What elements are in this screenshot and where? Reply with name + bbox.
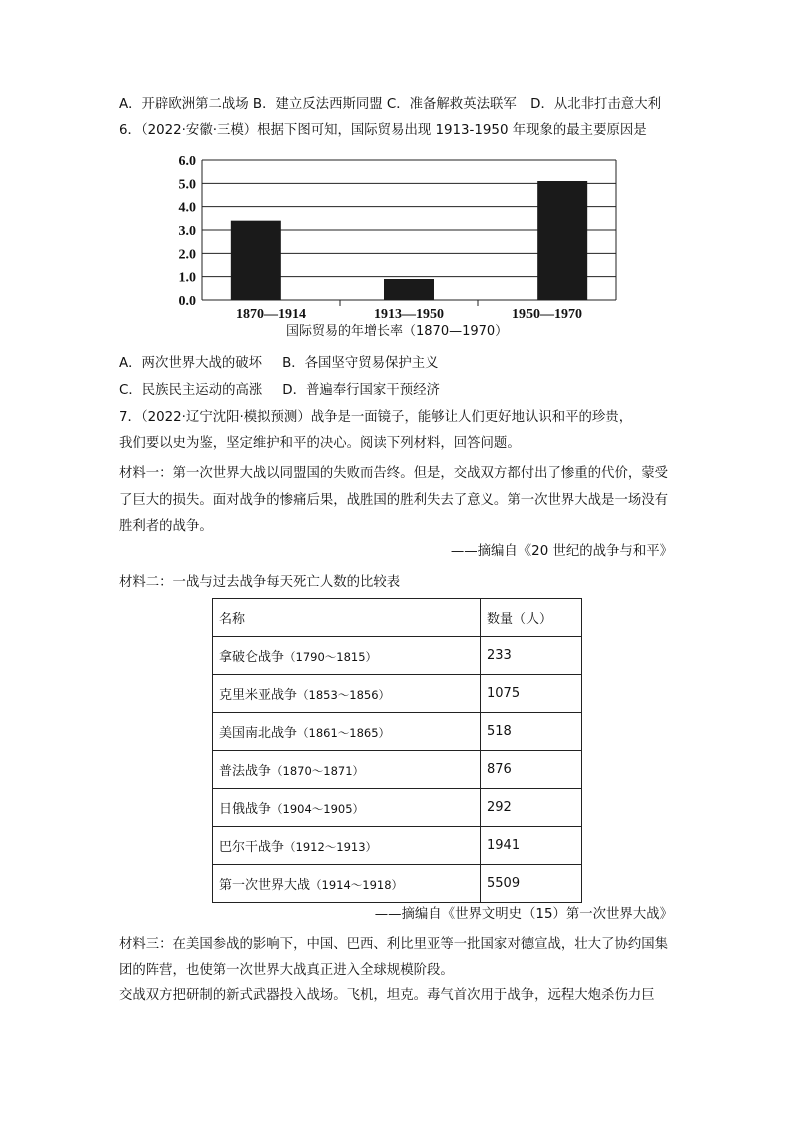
bar (384, 279, 434, 300)
war-count: 1075 (481, 675, 582, 713)
material-two-source: ——摘编自《世界文明史（15）第一次世界大战》 (374, 907, 673, 922)
y-tick-label: 6.0 (178, 154, 196, 169)
war-name: 美国南北战争 (219, 726, 298, 741)
material-two-title: 材料二：一战与过去战争每天死亡人数的比较表 (119, 575, 401, 590)
war-name: 日俄战争 (219, 802, 272, 817)
table-row (213, 675, 582, 713)
y-tick-label: 2.0 (178, 247, 196, 263)
war-count: 1941 (481, 827, 582, 865)
table-row (213, 637, 582, 675)
material-one-text: 材料一：第一次世界大战以同盟国的失败而告终。但是，交战双方都付出了惨重的代价，蒙受了巨大的损失。面对战争的惨痛后果，战胜国的胜利失去了意义。第一次世界大战是一场没有胜利者的战争。 (119, 466, 669, 534)
war-years: （1853～1856） (297, 688, 391, 702)
war-name: 普法战争 (219, 764, 272, 779)
war-years: （1870～1871） (271, 764, 365, 778)
q6-option-c: C．民族民主运动的高涨 (119, 383, 263, 398)
material-three-continued: 交战双方把研制的新式武器投入战场。飞机，坦克。毒气首次用于战争，远程大炮杀伤力巨 (119, 988, 655, 1003)
war-casualty-table (212, 598, 582, 903)
chart-title: 国际贸易的年增长率（1870—1970） (286, 324, 509, 339)
q7-stem-line2: 我们要以史为鉴，坚定维护和平的决心。阅读下列材料，回答问题。 (119, 436, 521, 451)
q6-options-row1 (119, 354, 439, 374)
x-tick-label: 1870—1914 (236, 307, 306, 320)
war-years: （1861～1865） (297, 726, 391, 740)
war-name: 巴尔干战争 (219, 840, 285, 855)
table-header-row (213, 599, 582, 637)
table-row (213, 827, 582, 865)
y-tick-label: 5.0 (178, 177, 196, 193)
q6-option-d: D．普遍奉行国家干预经济 (282, 383, 440, 398)
q5-options: A．开辟欧洲第二战场 B．建立反法西斯同盟 C．准备解救英法联军 D．从北非打击意大利 (119, 97, 661, 112)
war-name: 第一次世界大战 (219, 878, 311, 893)
war-name: 拿破仑战争 (219, 650, 285, 665)
y-tick-label: 1.0 (178, 270, 196, 286)
y-tick-label: 0.0 (178, 294, 196, 309)
y-tick-label: 3.0 (178, 224, 196, 239)
q6-stem: 6．（2022·安徽·三模）根据下图可知，国际贸易出现 1913-1950 年现象的最主要原因是 (119, 123, 647, 138)
q6-option-b: B．各国坚守贸易保护主义 (282, 356, 439, 371)
x-tick-label: 1913—1950 (374, 307, 444, 320)
q6-option-a: A．两次世界大战的破坏 (119, 356, 263, 371)
war-count: 292 (481, 789, 582, 827)
war-years: （1790～1815） (284, 650, 378, 664)
bar (231, 221, 281, 300)
war-name: 克里米亚战争 (219, 688, 298, 703)
q6-options-row2 (119, 381, 440, 401)
war-years: （1912～1913） (284, 840, 378, 854)
table-row (213, 789, 582, 827)
header-count: 数量（人） (481, 599, 582, 637)
material-three-text: 材料三：在美国参战的影响下，中国、巴西、利比里亚等一批国家对德宣战，壮大了协约国集团的阵营，也使第一次世界大战真正进入全球规模阶段。 (119, 937, 669, 978)
material-one-source: ——摘编自《20 世纪的战争与和平》 (450, 544, 673, 559)
war-count: 233 (481, 637, 582, 675)
war-years: （1914～1918） (310, 878, 404, 892)
trade-growth-chart (150, 148, 630, 320)
war-years: （1904～1905） (271, 802, 365, 816)
war-count: 876 (481, 751, 582, 789)
q7-stem-line1: 7．（2022·辽宁沈阳·模拟预测）战争是一面镜子，能够让人们更好地认识和平的珍贵， (119, 410, 633, 425)
war-count: 5509 (481, 865, 582, 903)
war-count: 518 (481, 713, 582, 751)
header-name: 名称 (213, 599, 481, 637)
y-tick-label: 4.0 (178, 200, 196, 216)
bar (537, 181, 587, 300)
table-row (213, 713, 582, 751)
x-tick-label: 1950—1970 (512, 307, 582, 320)
table-row (213, 751, 582, 789)
table-row (213, 865, 582, 903)
